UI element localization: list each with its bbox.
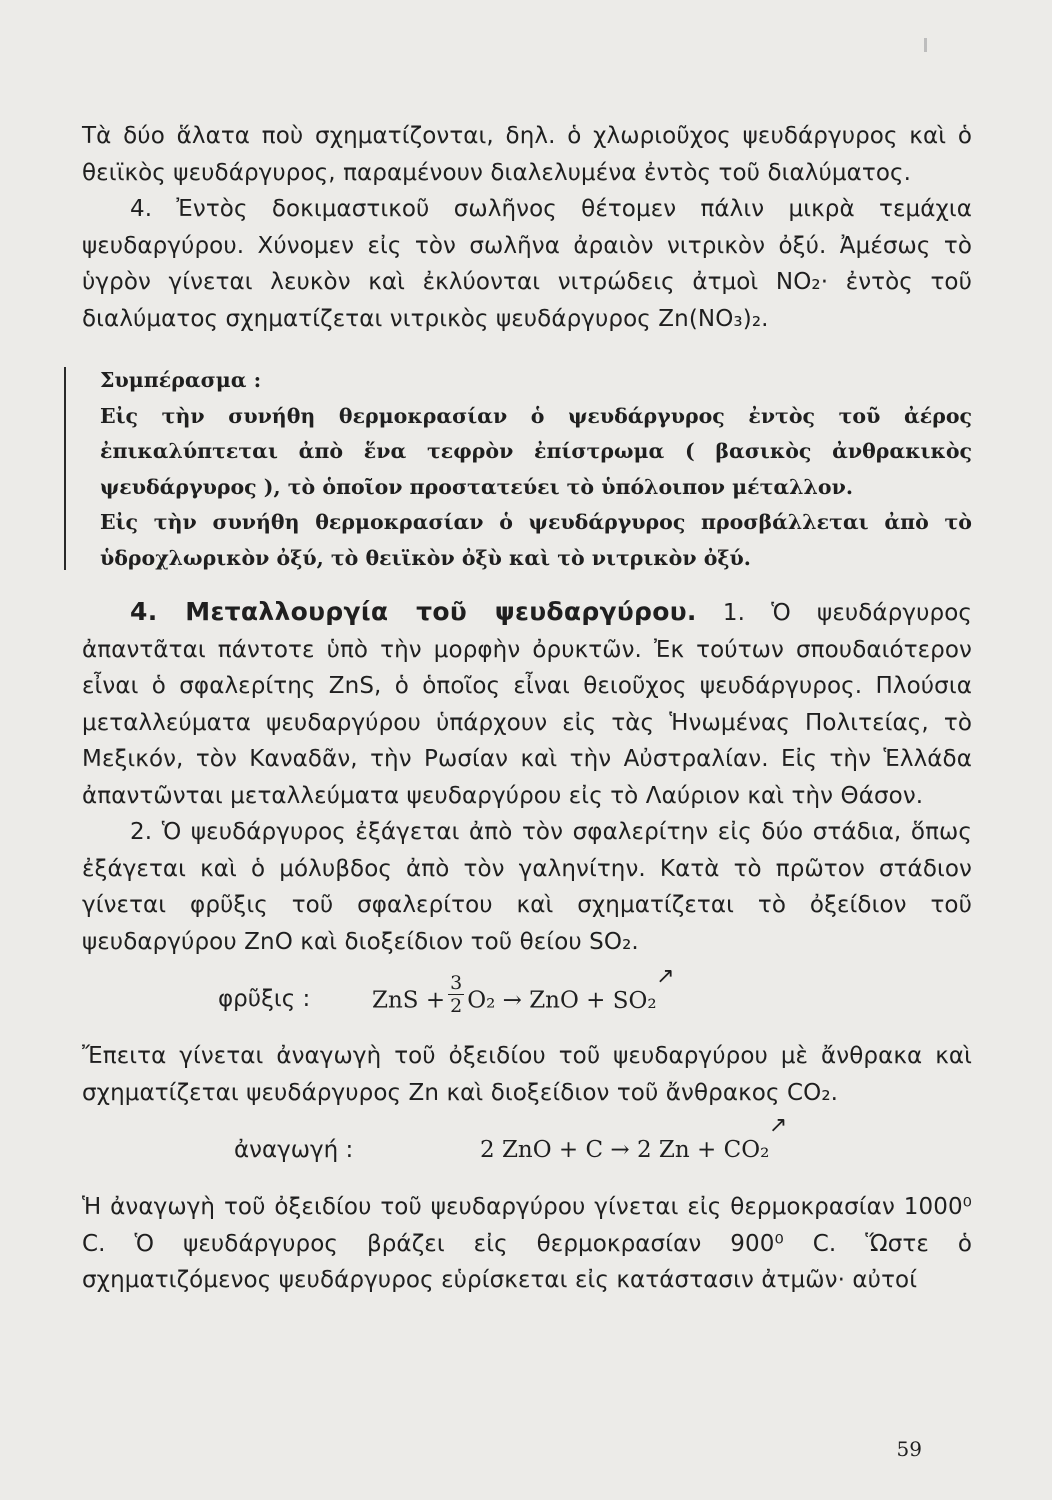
conclusion-box — [64, 363, 972, 576]
conclusion-bar — [64, 367, 66, 570]
gas-release-arrow-icon: ↗ — [768, 1113, 788, 1138]
scan-speck — [924, 38, 927, 52]
equation-reduction — [82, 1113, 972, 1181]
equation-reduction-label: ἀναγωγή : — [234, 1137, 354, 1163]
paragraph-experiment-4: 4. Ἐντὸς δοκιμαστικοῦ σωλῆνος θέτομεν πάλιν μικρὰ τεμάχια ψευδαργύρου. Χύνομεν εἰς τὸν σωλῆνα ἀραιὸν νιτρικὸν ὀξύ. Ἀμέσως τὸ ὑγρὸν γίνεται λευκὸν καὶ ἐκλύονται νιτρώδεις ἀτμοὶ NO₂· ἐντὸς τοῦ διαλύματος σχηματίζεται νιτρικὸς ψευδάργυρος Zn(NO₃)₂. — [82, 196, 972, 332]
gas-release-arrow-icon: ↗ — [656, 963, 675, 989]
section-title: 4. Μεταλλουργία τοῦ ψευδαργύρου. — [130, 597, 697, 626]
fraction-three-halves — [448, 972, 464, 1017]
fraction-numerator: 3 — [450, 972, 463, 994]
gas-co2 — [723, 1113, 788, 1163]
gas-so2 — [612, 963, 675, 1014]
section-4-paragraph-3: Ἔπειτα γίνεται ἀναγωγὴ τοῦ ὀξειδίου τοῦ ψευδαργύρου μὲ ἄνθρακα καὶ σχηματίζεται ψευδάργυρος Zn καὶ διοξείδιον τοῦ ἄνθρακος CO₂. — [82, 1043, 972, 1106]
fraction-denominator: 2 — [450, 995, 463, 1017]
equation-reduction-left: 2 ZnO + C → 2 Zn + — [480, 1137, 717, 1163]
equation-reduction-formula — [480, 1113, 788, 1163]
paragraph-salts: Τὰ δύο ἅλατα ποὺ σχηματίζονται, δηλ. ὁ χλωριοῦχος ψευδάργυρος καὶ ὁ θειϊκὸς ψευδάργυρος, παραμένουν διαλελυμένα ἐντὸς τοῦ διαλύματος. — [82, 123, 972, 186]
equation-roasting-middle: O₂ → ZnO + — [467, 987, 606, 1014]
conclusion-title: Συμπέρασμα : — [100, 368, 262, 392]
equation-roasting-left: ZnS + — [372, 987, 446, 1014]
equation-roasting — [82, 963, 972, 1030]
section-4-paragraph-1 — [82, 594, 972, 814]
equation-roasting-label: φρῦξις : — [218, 986, 311, 1012]
section-4-text-1: 1. Ὁ ψευδάργυρος ἀπαντᾶται πάντοτε ὑπὸ τὴν μορφὴν ὀρυκτῶν. Ἐκ τούτων σπουδαιότερον εἶναι ὁ σφαλερίτης ZnS, ὁ ὁποῖος εἶναι θειοῦχος ψευδάργυρος. Πλούσια μεταλλεύματα ψευδαργύρου ὑπάρχουν εἰς τὰς Ἡνωμένας Πολιτείας, τὸ Μεξικόν, τὸν Καναδᾶν, τὴν Ρωσίαν καὶ τὴν Αὐστραλίαν. Εἰς τὴν Ἑλλάδα ἀπαντῶνται μεταλλεύματα ψευδαργύρου εἰς τὸ Λαύριον καὶ τὴν Θάσον. — [82, 600, 972, 809]
gas-so2-formula: SO₂ — [612, 987, 657, 1014]
gas-co2-formula: CO₂ — [723, 1137, 770, 1163]
page-number: 59 — [896, 1437, 922, 1461]
section-4-paragraph-2: 2. Ὁ ψευδάργυρος ἐξάγεται ἀπὸ τὸν σφαλερίτην εἰς δύο στάδια, ὅπως ἐξάγεται καὶ ὁ μόλυβδος ἀπὸ τὸν γαληνίτην. Κατὰ τὸ πρῶτον στάδιον γίνεται φρῦξις τοῦ σφαλερίτου καὶ σχηματίζεται τὸ ὀξείδιον τοῦ ψευδαργύρου ZnO καὶ διοξείδιον τοῦ θείου SO₂. — [82, 819, 972, 955]
section-4-paragraph-4: Ἡ ἀναγωγὴ τοῦ ὀξειδίου τοῦ ψευδαργύρου γίνεται εἰς θερμοκρασίαν 1000⁰ C. Ὁ ψευδάργυρος βράζει εἰς θερμοκρασίαν 900⁰ C. Ὥστε ὁ σχηματιζόμενος ψευδάργυρος εὑρίσκεται εἰς κατάστασιν ἀτμῶν· αὐτοί — [82, 1194, 972, 1293]
equation-roasting-formula — [372, 963, 675, 1017]
conclusion-text-2: Εἰς τὴν συνήθη θερμοκρασίαν ὁ ψευδάργυρος προσβάλλεται ἀπὸ τὸ ὑδροχλωρικὸν ὀξύ, τὸ θειϊκὸν ὀξὺ καὶ τὸ νιτρικὸν ὀξύ. — [100, 510, 972, 570]
conclusion-text-1: Εἰς τὴν συνήθη θερμοκρασίαν ὁ ψευδάργυρος ἐντὸς τοῦ ἀέρος ἐπικαλύπτεται ἀπὸ ἕνα τεφρὸν ἐπίστρωμα ( βασικὸς ἀνθρακικὸς ψευδάργυρος ), τὸ ὁποῖον προστατεύει τὸ ὑπόλοιπον μέταλλον. — [100, 403, 972, 499]
